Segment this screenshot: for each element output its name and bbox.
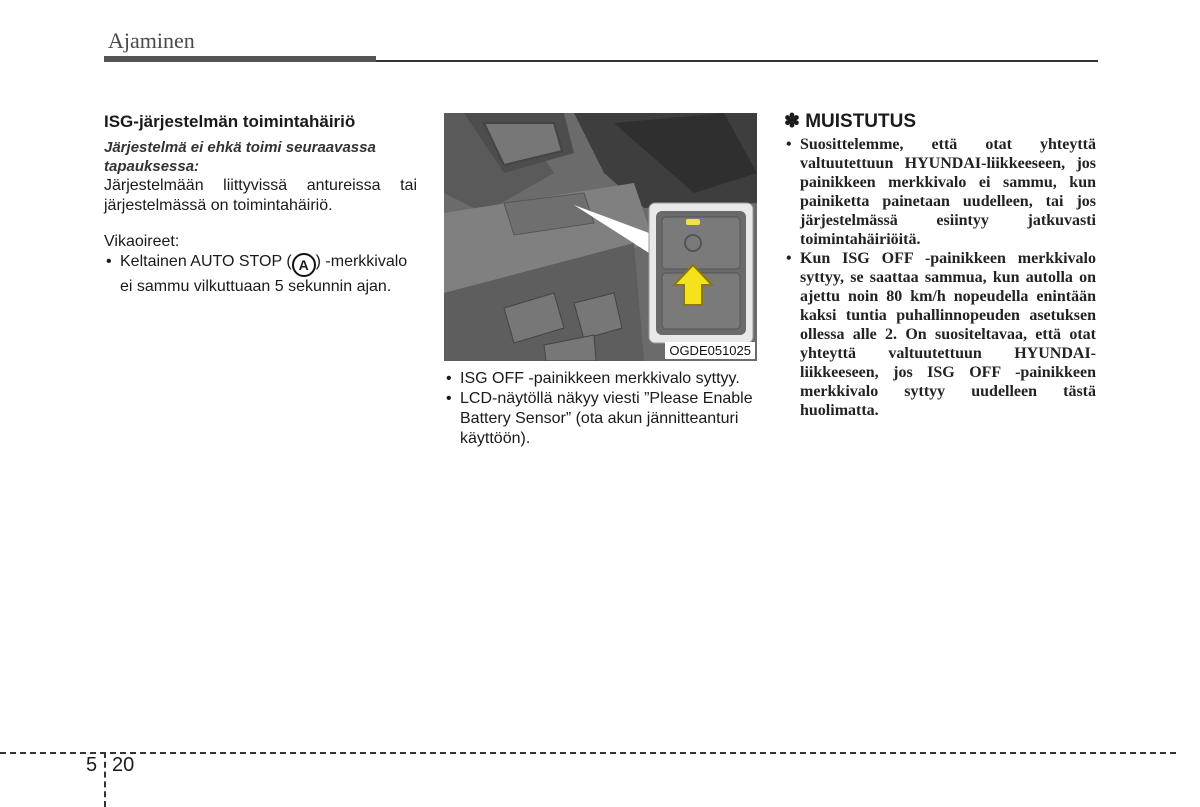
- list-item: • Suosittelemme, että otat yhteyttä valtuutettuun HYUNDAI-liikkeeseen, jos painikkeen merkkivalo ei sammu, kun painiketta painetaan uudelleen, tai jos järjestelmässä esiintyy jatkuvasti toimintahäiriöitä.: [784, 135, 1096, 249]
- note-symbol-icon: ✽: [784, 111, 800, 132]
- section-subheading: Järjestelmä ei ehkä toimi seuraavassa tapauksessa:: [104, 139, 376, 175]
- page-header-title: Ajaminen: [108, 28, 195, 53]
- list-item: [104, 252, 417, 297]
- footer-rule: [0, 752, 1176, 754]
- list-item: • ISG OFF -painikkeen merkkivalo syttyy.: [444, 369, 757, 389]
- dashboard-illustration: [444, 113, 757, 361]
- footer-divider: [104, 752, 106, 807]
- left-column: [104, 112, 417, 297]
- fault-text-prefix: Keltainen AUTO STOP (: [120, 253, 292, 270]
- middle-column-list: [444, 369, 757, 449]
- section-heading: ISG-järjestelmän toimintahäiriö: [104, 112, 356, 131]
- section-intro: Järjestelmään liittyvissä antureissa tai järjestelmässä on toimintahäiriö.: [104, 177, 417, 214]
- auto-stop-icon: A: [292, 253, 316, 277]
- header-rule-thin: [376, 60, 1098, 62]
- figure-code: OGDE051025: [665, 342, 755, 359]
- note-box: [784, 110, 1096, 420]
- list-item: • LCD-näytöllä näkyy viesti ”Please Enable Battery Sensor” (ota akun jännitteanturi käyttöön).: [444, 389, 757, 449]
- note-title: MUISTUTUS: [805, 111, 917, 132]
- faults-list: [104, 252, 417, 297]
- chapter-number: 5: [86, 754, 98, 776]
- faults-label: Vikaoireet:: [104, 233, 180, 250]
- fault-text-suffix: ) -merkkivalo ei sammu vilkuttuaan 5 sekunnin ajan.: [120, 253, 408, 295]
- note-heading: [784, 110, 1096, 133]
- header-rule-thick: [104, 56, 376, 62]
- list-item: • Kun ISG OFF -painikkeen merkkivalo syttyy, se saattaa sammua, kun autolla on ajettu noin 80 km/h nopeudella enintään kaksi tuntia puhallinnopeuden asetuksen ollessa alle 2. On suositeltavaa, että otat yhteyttä valtuutettuun HYUNDAI-liikkeeseen, jos ISG OFF -painikkeen merkkivalo syttyy uudelleen tästä huolimatta.: [784, 249, 1096, 420]
- isg-button-figure: [444, 113, 757, 361]
- page-number: 20: [112, 754, 135, 776]
